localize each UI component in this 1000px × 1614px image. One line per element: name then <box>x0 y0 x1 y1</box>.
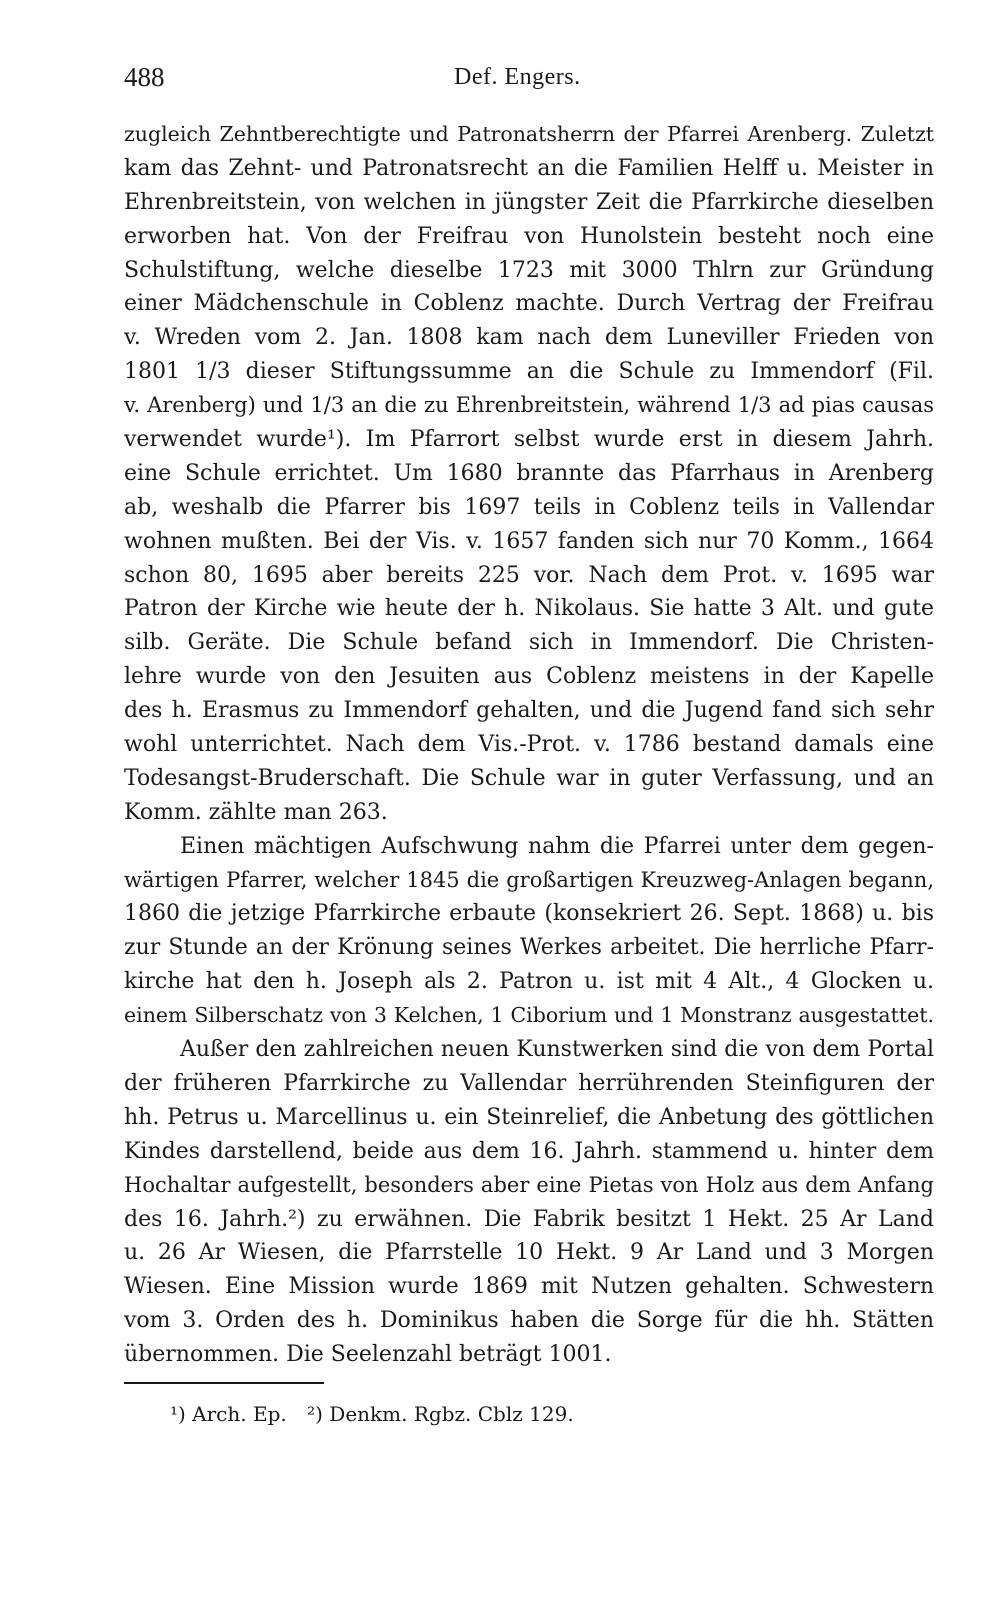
footnote-2: ²) Denkm. Rgbz. Cblz 129. <box>307 1402 574 1426</box>
footnotes <box>170 1402 588 1426</box>
text-line: v. Wreden vom 2. Jan. 1808 kam nach dem Luneviller Frieden von <box>124 325 934 351</box>
text-line: u. 26 Ar Wiesen, die Pfarrstelle 10 Hekt. 9 Ar Land und 3 Morgen <box>124 1240 934 1266</box>
running-head: Def. Engers. <box>454 64 581 90</box>
text-line: des h. Erasmus zu Immendorf gehalten, und die Jugend fand sich sehr <box>124 698 934 724</box>
text-line: kirche hat den h. Joseph als 2. Patron u. ist mit 4 Alt., 4 Glocken u. <box>124 969 934 995</box>
text-line: Patron der Kirche wie heute der h. Nikolaus. Sie hatte 3 Alt. und gute <box>124 596 934 622</box>
text-line: Einen mächtigen Aufschwung nahm die Pfarrei unter dem gegen- <box>180 833 934 859</box>
text-line: Wiesen. Eine Mission wurde 1869 mit Nutzen gehalten. Schwestern <box>124 1274 934 1300</box>
text-line: kam das Zehnt- und Patronatsrecht an die Familien Helff u. Meister in <box>124 155 934 181</box>
text-line: 1801 1/3 dieser Stiftungssumme an die Schule zu Immendorf (Fil. <box>124 359 934 385</box>
text-line: vom 3. Orden des h. Dominikus haben die Sorge für die hh. Stätten <box>124 1308 934 1334</box>
page-number: 488 <box>124 62 165 92</box>
text-line: Außer den zahlreichen neuen Kunstwerken sind die von dem Portal <box>180 1037 934 1063</box>
text-line: zur Stunde an der Krönung seines Werkes arbeitet. Die herrliche Pfarr- <box>124 935 934 961</box>
body-text <box>124 118 934 1372</box>
text-line: lehre wurde von den Jesuiten aus Coblenz meistens in der Kapelle <box>124 664 934 690</box>
text-line: ab, weshalb die Pfarrer bis 1697 teils in Coblenz teils in Vallendar <box>124 494 934 520</box>
text-line: Todesangst-Bruderschaft. Die Schule war in guter Verfassung, und an <box>124 765 934 791</box>
text-line: wärtigen Pfarrer, welcher 1845 die großartigen Kreuzweg-Anlagen begann, <box>124 867 934 892</box>
text-line: Schulstiftung, welche dieselbe 1723 mit 3000 Thlrn zur Gründung <box>124 257 934 283</box>
text-line: hh. Petrus u. Marcellinus u. ein Steinrelief, die Anbetung des göttlichen <box>124 1104 934 1130</box>
footnote-divider <box>124 1382 324 1384</box>
text-line: wohl unterrichtet. Nach dem Vis.-Prot. v. 1786 bestand damals eine <box>124 732 934 758</box>
text-line: v. Arenberg) und 1/3 an die zu Ehrenbreitstein, während 1/3 ad pias causas <box>124 393 934 418</box>
footnote-1: ¹) Arch. Ep. <box>170 1402 287 1426</box>
text-line: Komm. zählte man 263. <box>124 799 388 825</box>
text-line: verwendet wurde¹). Im Pfarrort selbst wurde erst in diesem Jahrh. <box>124 427 934 453</box>
text-line: Ehrenbreitstein, von welchen in jüngster Zeit die Pfarrkirche dieselben <box>124 189 934 215</box>
text-line: Hochaltar aufgestellt, besonders aber eine Pietas von Holz aus dem Anfang <box>124 1172 934 1197</box>
text-line: einem Silberschatz von 3 Kelchen, 1 Ciborium und 1 Monstranz ausgestattet. <box>124 1003 934 1028</box>
page-header <box>124 62 932 102</box>
text-line: schon 80, 1695 aber bereits 225 vor. Nach dem Prot. v. 1695 war <box>124 562 934 588</box>
text-line: erworben hat. Von der Freifrau von Hunolstein besteht noch eine <box>124 223 934 249</box>
text-line: der früheren Pfarrkirche zu Vallendar herrührenden Steinfiguren der <box>124 1070 934 1096</box>
text-line: 1860 die jetzige Pfarrkirche erbaute (konsekriert 26. Sept. 1868) u. bis <box>124 901 934 927</box>
text-line: wohnen mußten. Bei der Vis. v. 1657 fanden sich nur 70 Komm., 1664 <box>124 528 934 554</box>
text-line: silb. Geräte. Die Schule befand sich in Immendorf. Die Christen- <box>124 630 934 656</box>
text-line: übernommen. Die Seelenzahl beträgt 1001. <box>124 1342 612 1368</box>
text-line: Kindes darstellend, beide aus dem 16. Jahrh. stammend u. hinter dem <box>124 1138 934 1164</box>
text-line: eine Schule errichtet. Um 1680 brannte das Pfarrhaus in Arenberg <box>124 460 934 486</box>
text-line: zugleich Zehntberechtigte und Patronatsherrn der Pfarrei Arenberg. Zuletzt <box>124 122 934 146</box>
text-line: einer Mädchenschule in Coblenz machte. Durch Vertrag der Freifrau <box>124 291 934 317</box>
text-line: des 16. Jahrh.²) zu erwähnen. Die Fabrik besitzt 1 Hekt. 25 Ar Land <box>124 1206 934 1232</box>
